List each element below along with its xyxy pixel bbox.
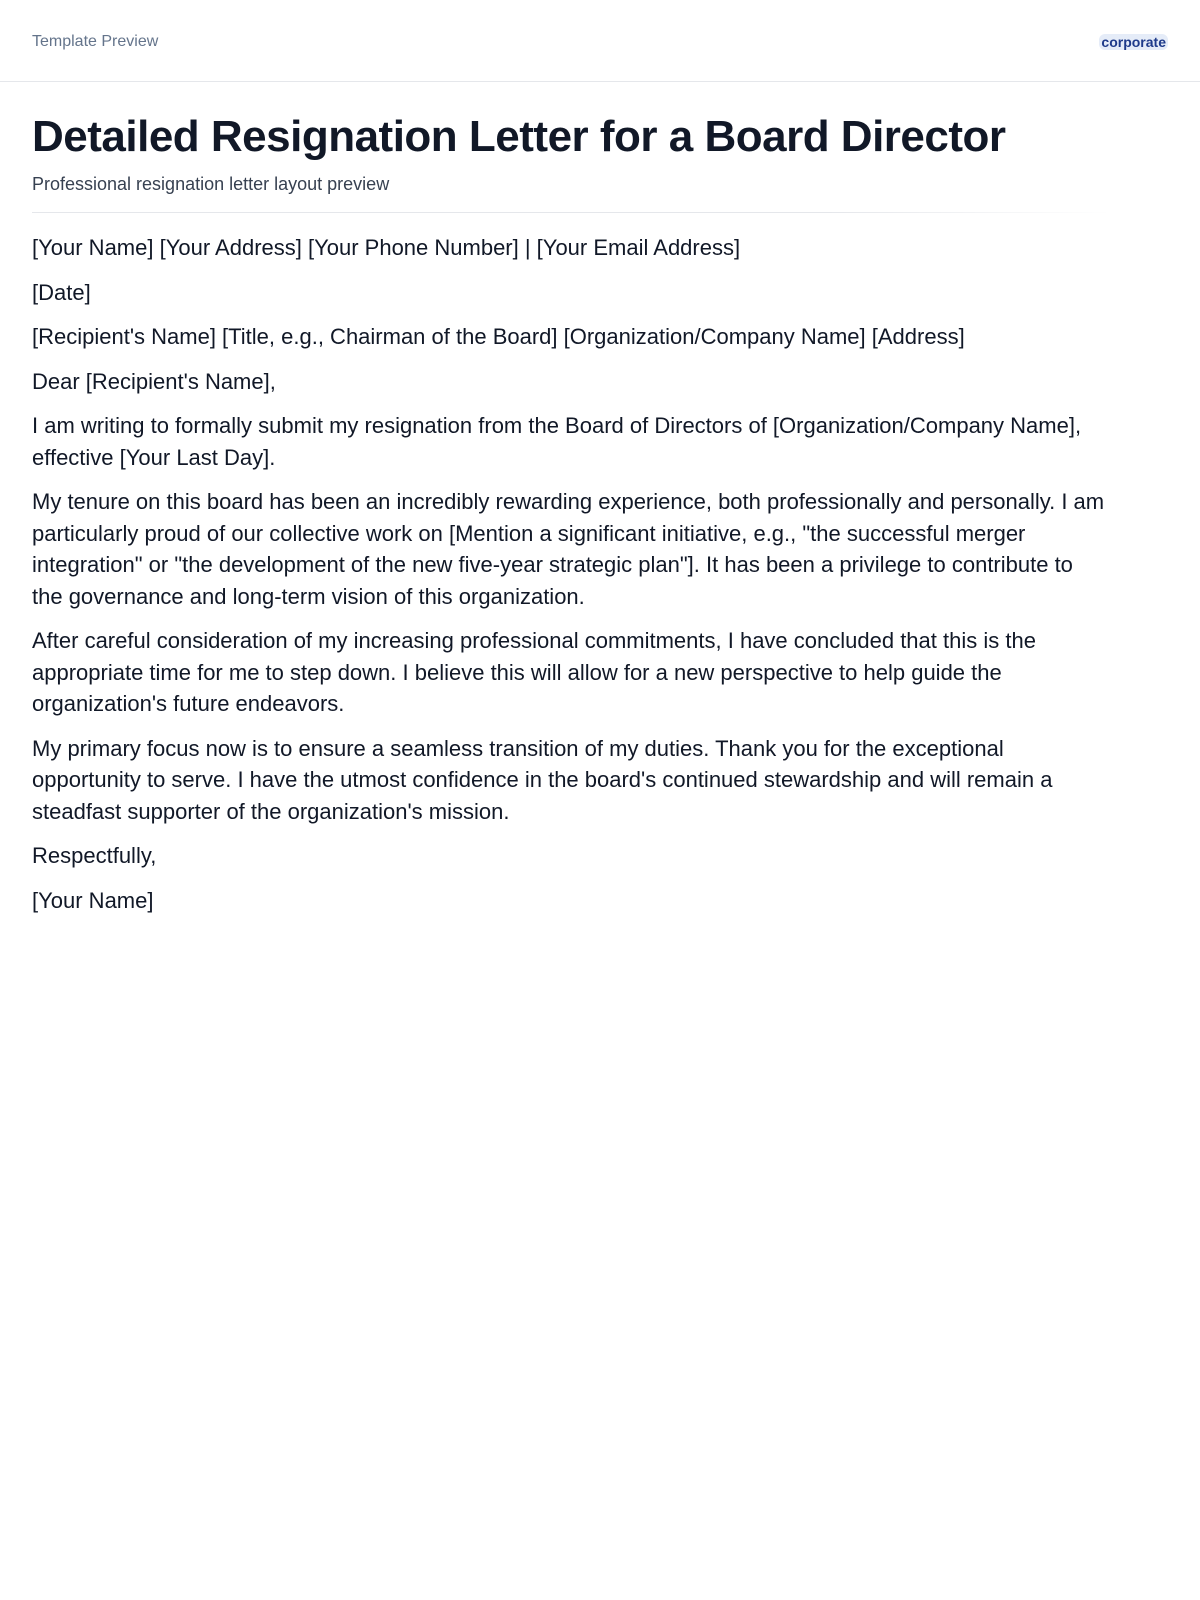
body-paragraph: My primary focus now is to ensure a seamless transition of my duties. Thank you for the exceptional opportunity to serve. I have the utmost confidence in the board's continued stewardship and will remain a steadfast supporter of the organization's mission. bbox=[32, 735, 1053, 824]
document-header bbox=[0, 82, 1200, 195]
template-preview-label: Template Preview bbox=[32, 33, 159, 50]
sender-info: [Your Name] [Your Address] [Your Phone Number] | [Your Email Address] bbox=[32, 235, 741, 260]
closing: Respectfully, bbox=[32, 843, 157, 868]
letter-date: [Date] bbox=[32, 279, 91, 305]
salutation: Dear [Recipient's Name], bbox=[32, 368, 276, 394]
recipient-info: [Recipient's Name] [Title, e.g., Chairman of the Board] [Organization/Company Name] [Address] bbox=[32, 324, 965, 349]
signature: [Your Name] bbox=[32, 887, 154, 913]
body-paragraph: I am writing to formally submit my resignation from the Board of Directors of [Organization/Company Name], effective [Your Last Day]. bbox=[32, 413, 1082, 470]
top-bar bbox=[0, 0, 1200, 82]
letter-body bbox=[0, 213, 1140, 916]
theme-badge: corporate bbox=[1101, 34, 1166, 50]
page-subtitle: Professional resignation letter layout preview bbox=[32, 174, 390, 194]
body-paragraph: My tenure on this board has been an incredibly rewarding experience, both professionally and personally. I am particularly proud of our collective work on [Mention a significant initiative, e.g., "the successful merger integration" or "the development of the new five-year strategic plan"]. It has been a privilege to contribute to the governance and long-term vision of this organization. bbox=[32, 489, 1105, 609]
body-paragraph: After careful consideration of my increasing professional commitments, I have concluded that this is the appropriate time for me to step down. I believe this will allow for a new perspective to help guide the organization's future endeavors. bbox=[32, 628, 1036, 716]
page-title: Detailed Resignation Letter for a Board Director bbox=[32, 112, 1006, 161]
